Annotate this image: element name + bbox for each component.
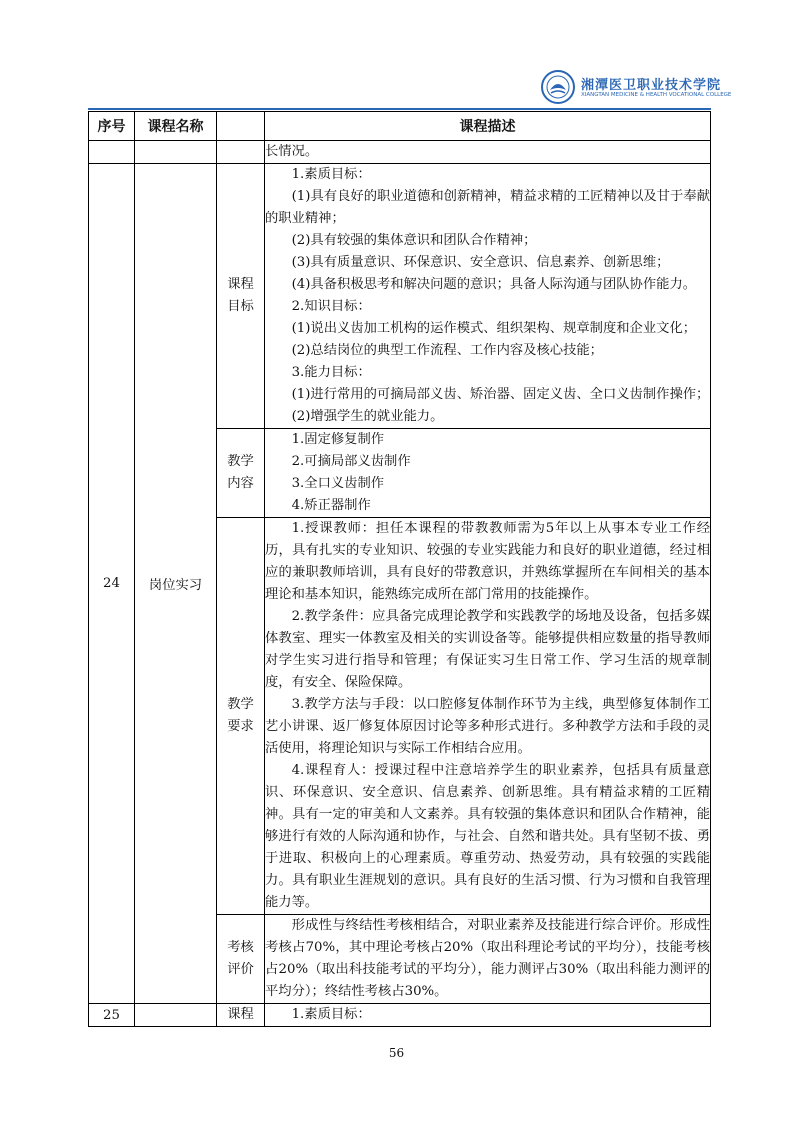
row-number: 24: [89, 164, 135, 1004]
continuation-text: 长情况。: [265, 141, 711, 164]
sub-label-goals: 课程目标: [217, 164, 265, 429]
col-header-no: 序号: [89, 112, 135, 141]
sub-label-requirements: 教学要求: [217, 518, 265, 915]
sub-label-content: 教学内容: [217, 429, 265, 518]
sub-label-assessment: 考核评价: [217, 915, 265, 1004]
row25-desc: 1.素质目标：: [265, 1004, 711, 1027]
school-name-en: XIANGTAN MEDICINE & HEALTH VOCATIONAL COLLEGE: [581, 92, 732, 98]
table-row: [89, 141, 711, 164]
sub-label-row25: 课程: [217, 1004, 265, 1027]
goals-cell: 1.素质目标： (1)具有良好的职业道德和创新精神，精益求精的工匠精神以及甘于奉献的职业精神； (2)具有较强的集体意识和团队合作精神； (3)具有质量意识、环保意识、安全意识、信息素养、创新思维； (4)具备积极思考和解决问题的意识；具备人际沟通与团队协作能力。 2.知识目标： (1)说出义齿加工机构的运作模式、组织架构、规章制度和企业文化； (2)总结岗位的典型工作流程、工作内容及核心技能； 3.能力目标： (1)进行常用的可摘局部义齿、矫治器、固定义齿、全口义齿制作操作； (2)增强学生的就业能力。: [265, 164, 711, 429]
table-row: [89, 164, 711, 429]
requirements-cell: 1.授课教师：担任本课程的带教教师需为5年以上从事本专业工作经历，具有扎实的专业知识、较强的专业实践能力和良好的职业道德，经过相应的兼职教师培训，具有良好的带教意识，并熟练掌握所在车间相关的基本理论和基本知识，能熟练完成所在部门常用的技能操作。 2.教学条件：应具备完成理论教学和实践教学的场地及设备，包括多媒体教室、理实一体教室及相关的实训设备等。能够提供相应数量的指导教师对学生实习进行指导和管理；有保证实习生日常工作、学习生活的规章制度，有安全、保险保障。 3.教学方法与手段：以口腔修复体制作环节为主线，典型修复体制作工艺小讲课、返厂修复体原因讨论等多种形式进行。多种教学方法和手段的灵活使用，将理论知识与实际工作相结合应用。 4.课程育人：授课过程中注意培养学生的职业素养，包括具有质量意识、环保意识、安全意识、信息素养、创新思维。具有精益求精的工匠精神。具有一定的审美和人文素养。具有较强的集体意识和团队合作精神，能够进行有效的人际沟通和协作，与社会、自然和谐共处。具有坚韧不拔、勇于进取、积极向上的心理素质。尊重劳动、热爱劳动，具有较强的实践能力。具有职业生涯规划的意识。具有良好的生活习惯、行为习惯和自我管理能力等。: [265, 518, 711, 915]
course-name: 岗位实习: [135, 164, 217, 1004]
col-header-course: 课程名称: [135, 112, 217, 141]
table-header-row: [89, 112, 711, 141]
assessment-cell: 形成性与终结性考核相结合，对职业素养及技能进行综合评价。形成性考核占70%，其中理论考核占20%（取出科理论考试的平均分），技能考核占20%（取出科技能考试的平均分），能力测评占30%（取出科能力测评的平均分）；终结性考核占30%。: [265, 915, 711, 1004]
page-number: 56: [388, 1046, 405, 1060]
school-name: 湘潭医卫职业技术学院: [581, 78, 722, 93]
school-emblem-icon: [541, 70, 575, 104]
header-divider: [88, 108, 711, 110]
table-row: [89, 1004, 711, 1027]
col-header-desc: 课程描述: [265, 112, 711, 141]
content-cell: 1.固定修复制作 2.可摘局部义齿制作 3.全口义齿制作 4.矫正器制作: [265, 429, 711, 518]
course-table: [88, 111, 711, 1027]
col-header-sub: [217, 112, 265, 141]
row-number: 25: [89, 1004, 135, 1027]
school-logo: [541, 70, 736, 108]
